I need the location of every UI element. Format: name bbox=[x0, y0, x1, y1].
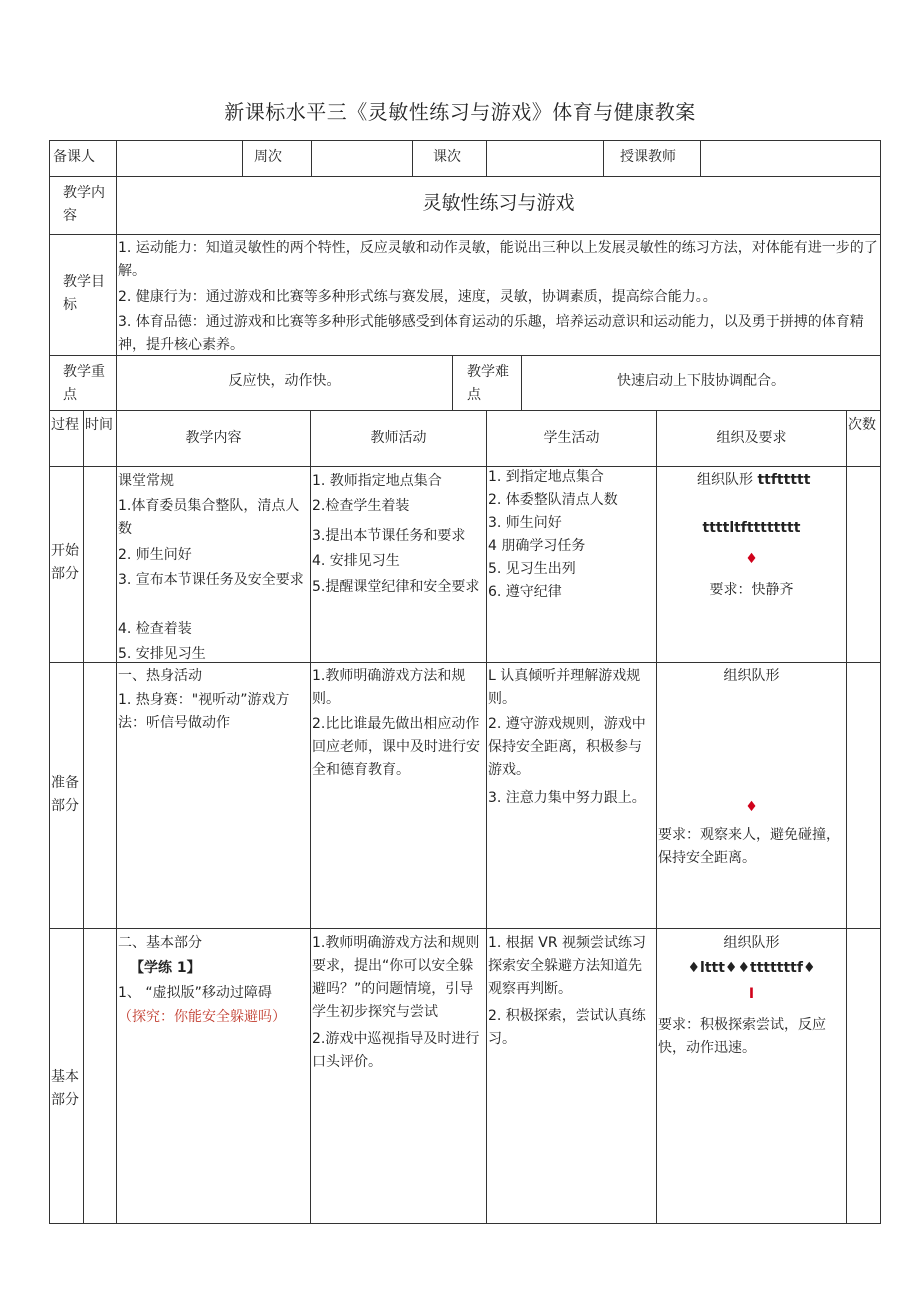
start-teacher-item: 1. 教师指定地点集合 bbox=[312, 473, 442, 489]
start-org-title bbox=[697, 469, 810, 492]
cell-divider bbox=[846, 410, 847, 1223]
lesson-label: 课次 bbox=[433, 149, 461, 165]
start-student-item: 5. 见习生出列 bbox=[488, 561, 576, 577]
column-header-time: 时间 bbox=[85, 417, 113, 433]
start-student-item: 1. 到指定地点集合 bbox=[488, 469, 604, 485]
content-value: 灵敏性练习与游戏 bbox=[422, 192, 575, 214]
objective-item: 1. 运动能力：知道灵敏性的两个特性，反应灵敏和动作灵敏，能说出三种以上发展灵敏性的练习方法，对体能有进一步的了解。 bbox=[118, 240, 878, 279]
column-header-student: 学生活动 bbox=[543, 430, 600, 446]
cell-divider bbox=[603, 140, 604, 176]
column-header-organization: 组织及要求 bbox=[716, 430, 787, 446]
marker-bar-icon: I bbox=[748, 986, 755, 1002]
preparer-field[interactable] bbox=[117, 146, 242, 172]
cell-divider bbox=[452, 355, 453, 410]
preparer-label: 备课人 bbox=[53, 149, 95, 165]
start-content-item: 1.体育委员集合整队，清点人数 bbox=[118, 498, 300, 537]
basic-requirement: 要求：积极探索尝试，反应快，动作迅速。 bbox=[658, 1017, 826, 1056]
teacher-position-icon: ♦ bbox=[745, 799, 758, 815]
lesson-field[interactable] bbox=[487, 146, 603, 172]
basic-org-title: 组织队形 bbox=[723, 935, 780, 951]
cell-divider bbox=[486, 410, 487, 1223]
week-field[interactable] bbox=[312, 146, 412, 172]
prep-teacher-item: 1.教师明确游戏方法和规则。 bbox=[312, 668, 466, 707]
start-teacher-item: 2.检查学生着装 bbox=[312, 498, 410, 514]
prep-content-item: 1. 热身赛："视听动”游戏方法：听信号做动作 bbox=[118, 692, 290, 731]
prep-requirement: 要求：观察来人，避免碰撞，保持安全距离。 bbox=[658, 827, 840, 866]
table-border bbox=[49, 140, 50, 1224]
column-header-count: 次数 bbox=[848, 417, 876, 433]
start-student-item: 3. 师生问好 bbox=[488, 515, 562, 531]
objective-item: 3. 体育品德：通过游戏和比赛等多种形式能够感受到体育运动的乐趣，培养运动意识和运动能力，以及勇于拼搏的体育精神，提升核心素养。 bbox=[118, 314, 864, 353]
cell-divider bbox=[310, 410, 311, 1223]
org-title-text: 组织队形 bbox=[697, 472, 753, 488]
table-border bbox=[49, 140, 881, 141]
column-header-content: 教学内容 bbox=[185, 430, 242, 446]
cell-divider bbox=[116, 410, 117, 1223]
start-teacher-item: 4. 安排见习生 bbox=[312, 553, 400, 569]
basic-student-item: 2. 积极探索，尝试认真练习。 bbox=[488, 1008, 646, 1047]
section-label-basic: 基本部分 bbox=[51, 1069, 79, 1108]
start-content-item: 课堂常规 bbox=[118, 473, 174, 489]
basic-content-title: 二、基本部分 bbox=[118, 935, 202, 951]
teacher-field[interactable] bbox=[701, 146, 880, 172]
objective-item: 2. 健康行为：通过游戏和比赛等多种形式练与赛发展，速度，灵敏，协调素质，提高综合能力。。 bbox=[118, 289, 717, 305]
difficulty-label: 教学难点 bbox=[467, 364, 509, 403]
column-header-process: 过程 bbox=[51, 417, 79, 433]
content-label: 教学内容 bbox=[63, 185, 105, 224]
explore-note: （探究：你能安全躲避吗） bbox=[118, 1009, 286, 1025]
section-label-start: 开始部分 bbox=[51, 543, 79, 582]
formation-marks: ttfttttt bbox=[757, 472, 811, 488]
row-divider bbox=[49, 466, 881, 467]
prep-student-item: 2. 遵守游戏规则，游戏中保持安全距离，积极参与游戏。 bbox=[488, 716, 646, 778]
cell-divider bbox=[242, 140, 243, 176]
teacher-label: 授课教师 bbox=[620, 149, 676, 165]
basic-content-item: 1、 “虚拟版”移动过障碍 bbox=[118, 985, 272, 1001]
prep-student-item: 3. 注意力集中努力跟上。 bbox=[488, 790, 646, 806]
row-divider bbox=[49, 928, 881, 929]
row-divider bbox=[49, 176, 881, 177]
prep-student-item: L 认真倾听并理解游戏规则。 bbox=[488, 668, 641, 707]
cell-divider bbox=[412, 140, 413, 176]
basic-student-item: 1. 根据 VR 视频尝试练习探索安全躲避方法知道先观察再判断。 bbox=[488, 935, 647, 997]
start-content-item: 3. 宣布本节课任务及安全要求 bbox=[118, 572, 304, 588]
practice-label: 【学练 1】 bbox=[130, 960, 201, 976]
teacher-position-icon: ♦ bbox=[745, 551, 758, 567]
start-student-item: 4 朋确学习任务 bbox=[488, 538, 586, 554]
key-points-value: 反应快，动作快。 bbox=[228, 373, 341, 389]
start-teacher-item: 3.提出本节课任务和要求 bbox=[312, 528, 466, 544]
difficulty-value: 快速启动上下肢协调配合。 bbox=[617, 373, 785, 389]
row-divider bbox=[49, 234, 881, 235]
prep-org-title: 组织队形 bbox=[723, 668, 780, 684]
prep-teacher-item: 2.比比谁最先做出相应动作回应老师，课中及时进行安全和德育教育。 bbox=[312, 716, 480, 778]
table-border bbox=[880, 140, 881, 1224]
week-label: 周次 bbox=[254, 149, 282, 165]
prep-content-item: 一、热身活动 bbox=[118, 668, 202, 684]
start-teacher-item: 5.提醒课堂纪律和安全要求 bbox=[312, 579, 480, 595]
row-divider bbox=[49, 410, 881, 411]
start-student-item: 6. 遵守纪律 bbox=[488, 584, 562, 600]
document-title: 新课标水平三《灵敏性练习与游戏》体育与健康教案 bbox=[224, 100, 696, 124]
table-border bbox=[49, 1223, 881, 1224]
start-requirement: 要求：快静齐 bbox=[709, 582, 794, 598]
column-header-teacher: 教师活动 bbox=[370, 430, 427, 446]
formation-marks: ttttltftttttttt bbox=[702, 520, 801, 536]
section-label-prep: 准备部分 bbox=[51, 775, 79, 814]
basic-teacher-item: 2.游戏中巡视指导及时进行口头评价。 bbox=[312, 1031, 480, 1070]
key-points-label: 教学重点 bbox=[63, 364, 105, 403]
basic-teacher-item: 1.教师明确游戏方法和规则要求，提出“你可以安全躲避吗？”的问题情境，引导学生初步探究与尝试 bbox=[312, 935, 480, 1020]
formation-marks: ♦lttt♦♦tttttttf♦ bbox=[687, 960, 816, 976]
lesson-plan-table bbox=[49, 140, 881, 1224]
start-content-item: 2. 师生问好 bbox=[118, 547, 192, 563]
start-student-item: 2. 体委整队清点人数 bbox=[488, 492, 618, 508]
start-content-item: 5. 安排见习生 bbox=[118, 646, 206, 662]
objectives-label: 教学目标 bbox=[63, 274, 105, 313]
start-content-item: 4. 检查着装 bbox=[118, 621, 192, 637]
